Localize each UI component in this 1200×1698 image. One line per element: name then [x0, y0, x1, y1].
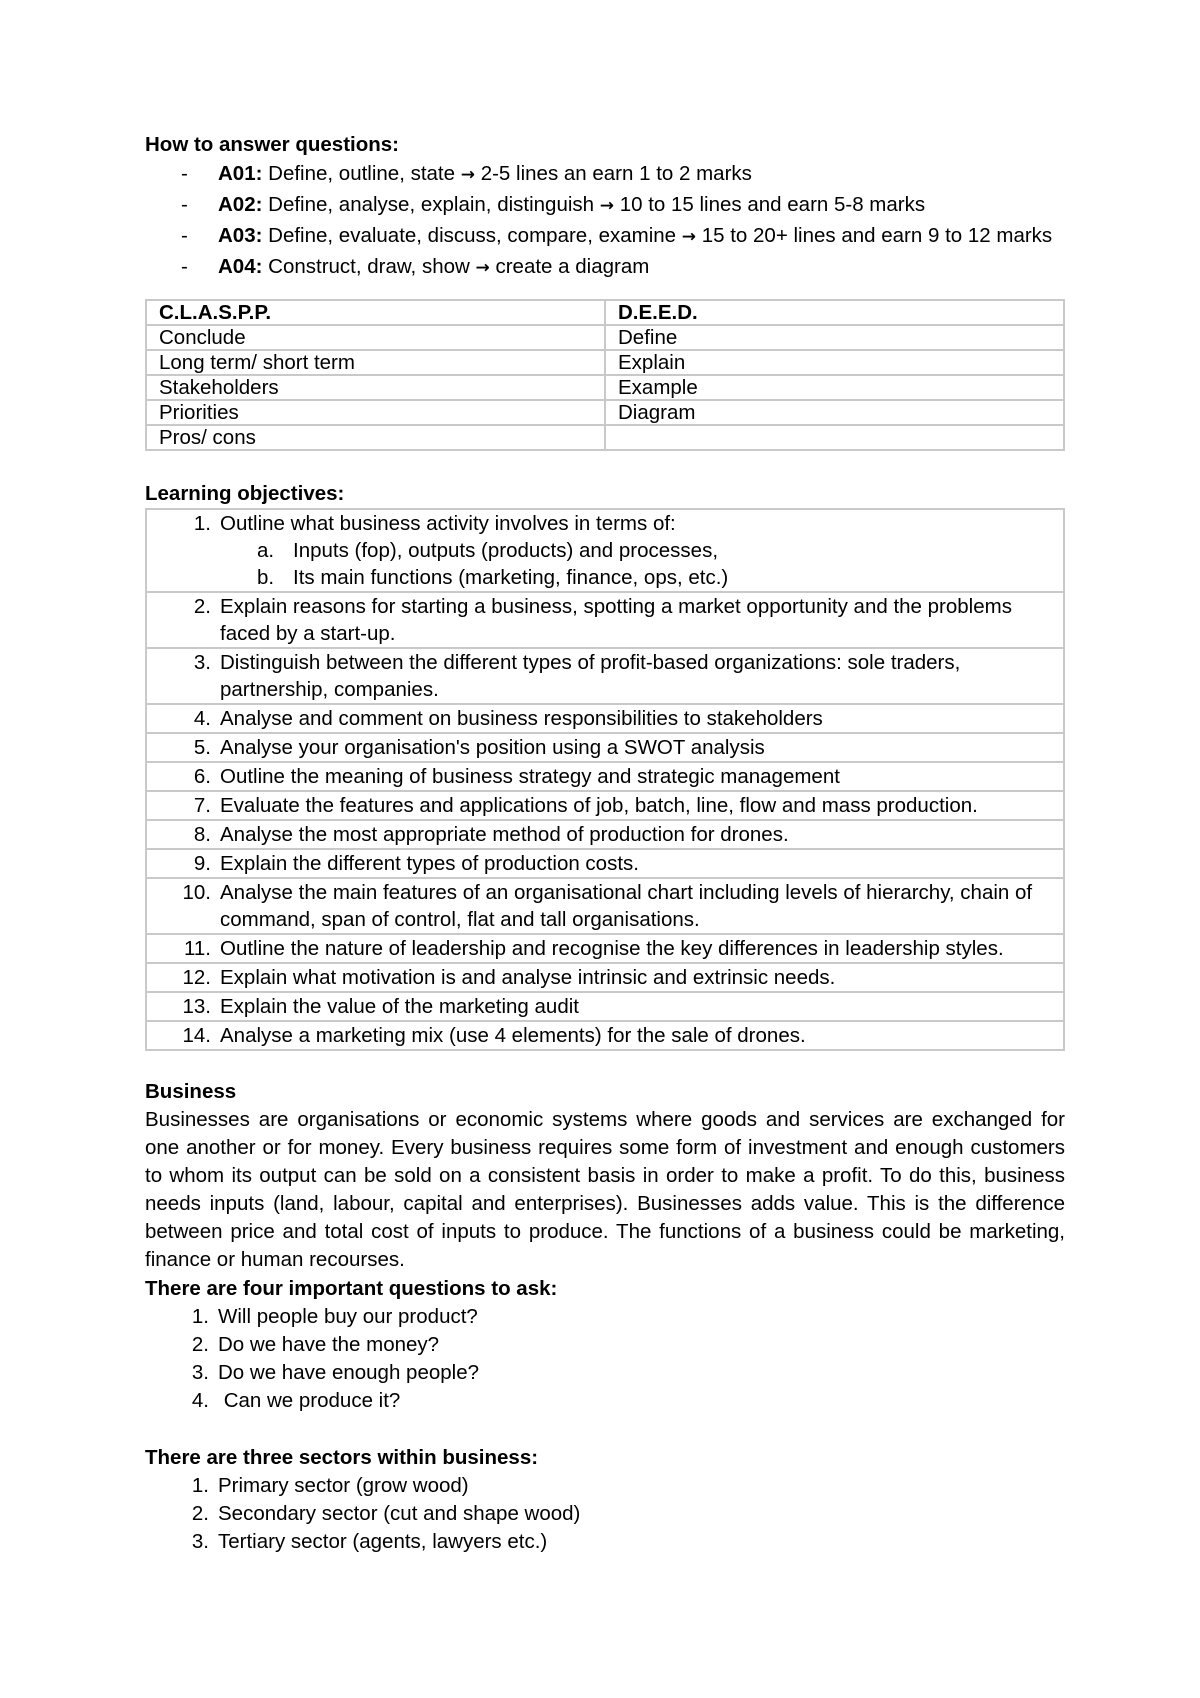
questions-list — [145, 1303, 1065, 1415]
objective-item: 6. Outline the meaning of business strategy and strategic management — [193, 765, 840, 788]
list-item: 2. Do we have the money? — [191, 1333, 440, 1356]
objective-item: 8. Analyse the most appropriate method of production for drones. — [193, 823, 789, 846]
list-item: - A01: Define, outline, state → 2-5 lines an earn 1 to 2 marks — [181, 162, 752, 185]
table-row — [146, 400, 1064, 425]
objective-item: 10. Analyse the main features of an organisational chart including levels of hierarchy, chain of command, span of control, flat and tall organisations. — [182, 881, 1033, 931]
table-cell: Priorities — [146, 400, 605, 425]
table-row — [146, 963, 1064, 992]
objectives-table — [145, 508, 1065, 1051]
arrow-icon: → — [475, 258, 490, 278]
table-cell — [605, 425, 1064, 450]
how-to-heading: How to answer questions: — [145, 133, 399, 156]
table-cell: Pros/ cons — [146, 425, 605, 450]
document-page — [145, 130, 1065, 1556]
objective-item: 3. Distinguish between the different types of profit-based organizations: sole traders, partnership, companies. — [193, 651, 961, 701]
table-row — [146, 934, 1064, 963]
table-row — [146, 509, 1064, 592]
table-cell: Explain — [605, 350, 1064, 375]
table-header-deed: D.E.E.D. — [605, 300, 1064, 325]
table-row — [146, 992, 1064, 1021]
table-row — [146, 820, 1064, 849]
table-cell: Diagram — [605, 400, 1064, 425]
objective-item: 2. Explain reasons for starting a business, spotting a market opportunity and the problems faced by a start-up. — [193, 595, 1012, 645]
list-item: 4. Can we produce it? — [191, 1389, 401, 1412]
table-row — [146, 592, 1064, 648]
sectors-list — [145, 1472, 1065, 1556]
arrow-icon: → — [681, 227, 697, 247]
table-row — [146, 849, 1064, 878]
table-row — [146, 425, 1064, 450]
objectives-heading: Learning objectives: — [145, 482, 345, 505]
table-cell: Define — [605, 325, 1064, 350]
objective-item: 5. Analyse your organisation's position using a SWOT analysis — [193, 736, 765, 759]
table-header-clasp: C.L.A.S.P.P. — [146, 300, 605, 325]
table-row — [146, 648, 1064, 704]
table-cell: Example — [605, 375, 1064, 400]
sectors-heading: There are three sectors within business: — [145, 1446, 539, 1469]
list-item: 1. Primary sector (grow wood) — [191, 1474, 469, 1497]
objective-subitem: a. Inputs (fop), outputs (products) and processes, — [257, 539, 719, 562]
business-paragraph: Businesses are organisations or economic systems where goods and services are exchanged for one another or for money. Every business requires some form of investment and enough customers to whom its output can be sold on a consistent basis in order to make a profit. To do this, business needs inputs (land, labour, capital and enterprises). Businesses adds value. This is the difference between price and total cost of inputs to produce. The functions of a business could be marketing, finance or human recourses. — [145, 1108, 1065, 1271]
objective-item: 1. Outline what business activity involves in terms of: — [193, 512, 676, 535]
table-row — [146, 1021, 1064, 1050]
table-row — [146, 733, 1064, 762]
objective-item: 14. Analyse a marketing mix (use 4 elements) for the sale of drones. — [182, 1024, 806, 1047]
list-item: 3. Do we have enough people? — [191, 1361, 480, 1384]
list-item: 2. Secondary sector (cut and shape wood) — [191, 1502, 581, 1525]
objective-item: 4. Analyse and comment on business responsibilities to stakeholders — [193, 707, 823, 730]
table-row — [146, 350, 1064, 375]
list-item: - A03: Define, evaluate, discuss, compare, examine → 15 to 20+ lines and earn 9 to 12 marks — [181, 224, 1053, 247]
table-cell: Conclude — [146, 325, 605, 350]
how-to-list — [145, 159, 1065, 283]
list-item: 3. Tertiary sector (agents, lawyers etc.) — [191, 1530, 548, 1553]
table-row — [146, 762, 1064, 791]
objective-item: 9. Explain the different types of production costs. — [193, 852, 639, 875]
objective-item: 12. Explain what motivation is and analyse intrinsic and extrinsic needs. — [182, 966, 836, 989]
table-cell: Stakeholders — [146, 375, 605, 400]
list-item: 1. Will people buy our product? — [191, 1305, 478, 1328]
table-row — [146, 325, 1064, 350]
objective-item: 7. Evaluate the features and applications of job, batch, line, flow and mass production. — [193, 794, 978, 817]
business-heading: Business — [145, 1080, 237, 1103]
objective-item: 11. Outline the nature of leadership and recognise the key differences in leadership styles. — [184, 937, 1004, 960]
arrow-icon: → — [460, 165, 475, 185]
objective-subitem: b. Its main functions (marketing, finance, ops, etc.) — [257, 566, 729, 589]
objective-item: 13. Explain the value of the marketing audit — [182, 995, 579, 1018]
table-header-row — [146, 300, 1064, 325]
list-item: - A02: Define, analyse, explain, distinguish → 10 to 15 lines and earn 5-8 marks — [181, 193, 926, 216]
table-row — [146, 704, 1064, 733]
list-item: - A04: Construct, draw, show → create a diagram — [181, 255, 650, 278]
table-row — [146, 791, 1064, 820]
table-cell: Long term/ short term — [146, 350, 605, 375]
table-row — [146, 878, 1064, 934]
questions-heading: There are four important questions to ask: — [145, 1277, 558, 1300]
acronym-table — [145, 299, 1065, 451]
arrow-icon: → — [599, 196, 615, 216]
table-row — [146, 375, 1064, 400]
